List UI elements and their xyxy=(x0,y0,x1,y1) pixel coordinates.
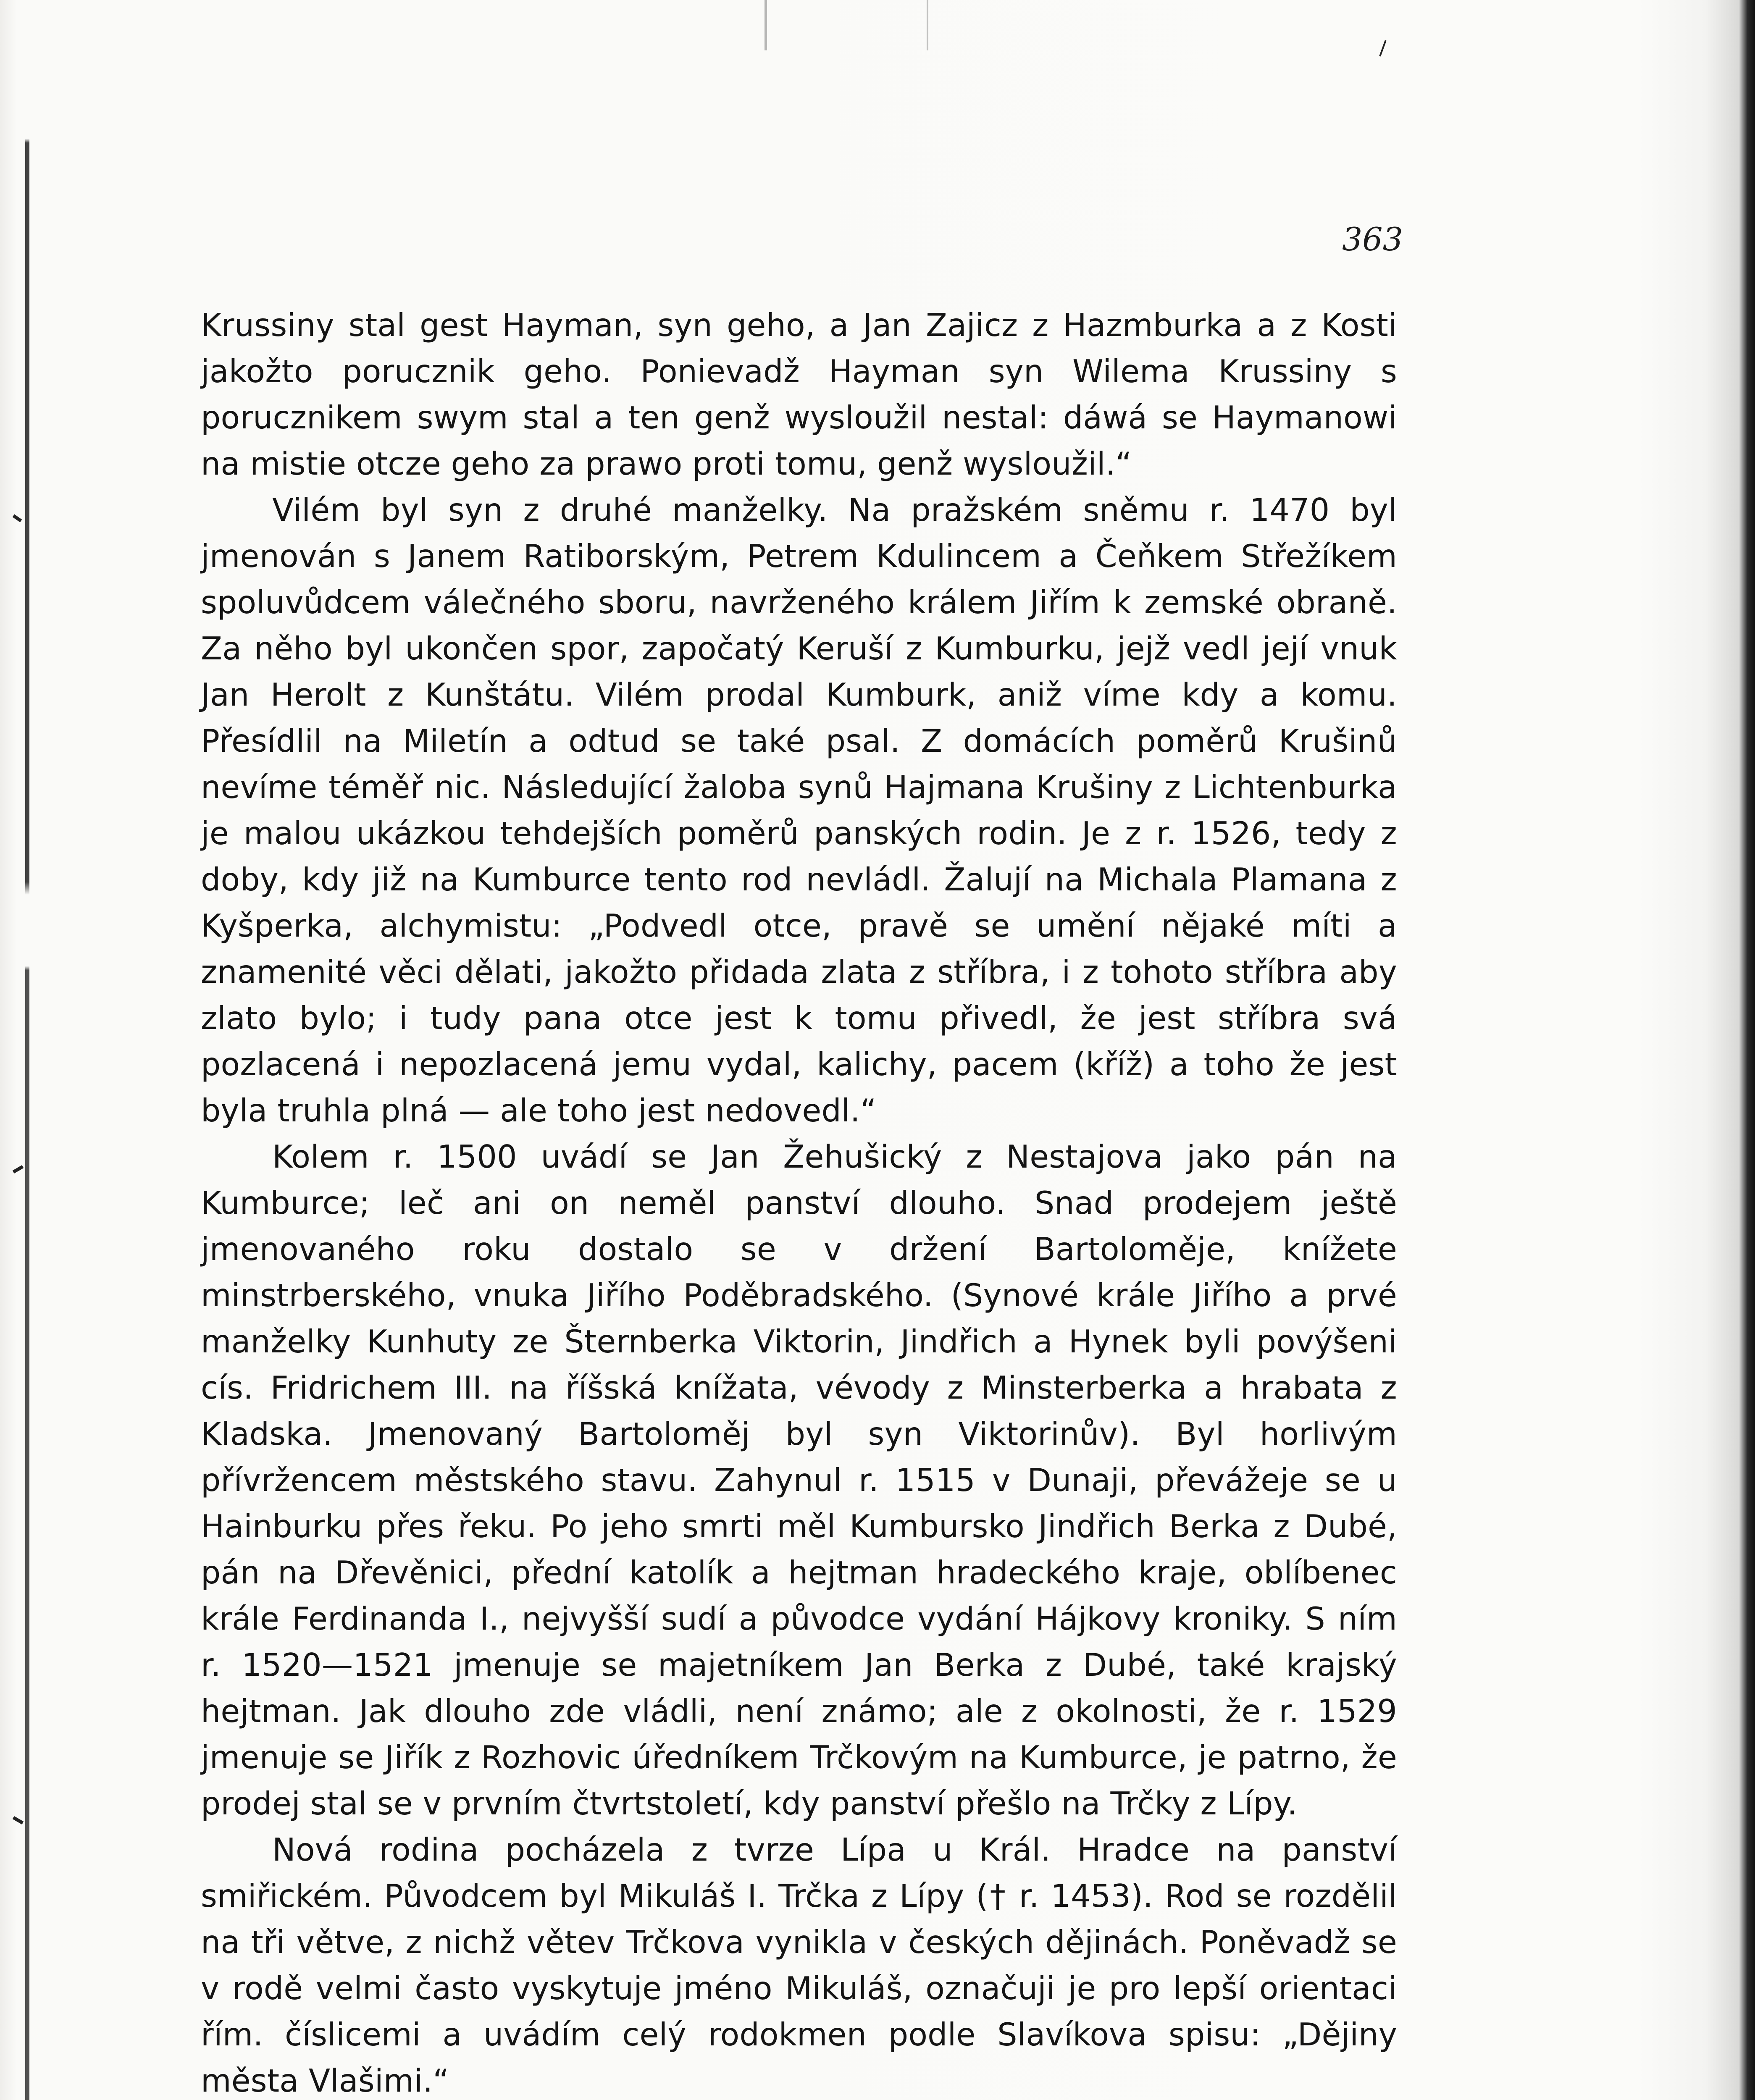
scan-artifact xyxy=(765,0,928,50)
body-text xyxy=(201,302,1397,2100)
page-number: 363 xyxy=(1342,220,1403,258)
paragraph: Krussiny stal gest Hayman, syn geho, a Jan Zajicz z Hazmburka a z Kosti jakožto porucznik geho. Ponievadž Hayman syn Wilema Krussiny s porucznikem swym stal a ten genž wysloužil nestal: dáwá se Haymanowi na mistie otcze geho za prawo proti tomu, genž wysloužil.“ xyxy=(201,307,1397,482)
margin-mark xyxy=(13,1816,24,1824)
margin-mark xyxy=(13,1165,24,1173)
margin-mark xyxy=(13,514,22,522)
paragraph: Kolem r. 1500 uvádí se Jan Žehušický z Nestajova jako pán na Kumburce; leč ani on neměl panství dlouho. Snad prodejem ještě jmenovaného roku dostalo se v držení Bartoloměje, knížete minstrberského, vnuka Jiřího Poděbradského. (Synové krále Jiřího a prvé manželky Kunhuty ze Šternberka Viktorin, Jindřich a Hynek byli povýšeni cís. Fridrichem III. na říšská knížata, vévody z Minsterberka a hrabata z Kladska. Jmenovaný Bartoloměj byl syn Viktorinův). Byl horlivým přívržencem městského stavu. Zahynul r. 1515 v Dunaji, převážeje se u Hainburku přes řeku. Po jeho smrti měl Kumbursko Jindřich Berka z Dubé, pán na Dřevěnici, přední katolík a hejtman hradeckého kraje, oblíbenec krále Ferdinanda I., nejvyšší sudí a původce vydání Hájkovy kroniky. S ním r. 1520—1521 jmenuje se majetníkem Jan Berka z Dubé, také krajský hejtman. Jak dlouho zde vládli, není známo; ale z okolnosti, že r. 1529 jmenuje se Jiřík z Rozhovic úředníkem Trčkovým na Kumburce, je patrno, že prodej stal se v prvním čtvrtstoletí, kdy panství přešlo na Trčky z Lípy. xyxy=(201,1139,1397,1822)
paragraph: Vilém byl syn z druhé manželky. Na pražském sněmu r. 1470 byl jmenován s Janem Ratiborským, Petrem Kdulincem a Čeňkem Střežíkem spoluvůdcem válečného sboru, navrženého králem Jiřím k zemské obraně. Za něho byl ukončen spor, započatý Keruší z Kumburku, jejž vedl její vnuk Jan Herolt z Kunštátu. Vilém prodal Kumburk, aniž víme kdy a komu. Přesídlil na Miletín a odtud se také psal. Z domácích poměrů Krušinů nevíme téměř nic. Následující žaloba synů Hajmana Krušiny z Lichtenburka je malou ukázkou tehdejších poměrů panských rodin. Je z r. 1526, tedy z doby, kdy již na Kumburce tento rod nevládl. Žalují na Michala Plamana z Kyšperka, alchymistu: „Podvedl otce, pravě se umění nějaké míti a znamenité věci dělati, jakožto přidada zlata z stříbra, i z tohoto stříbra aby zlato bylo; i tudy pana otce jest k tomu přivedl, že jest stříbra svá pozlacená i nepozlacená jemu vydal, kalichy, pacem (kříž) a toho že jest byla truhla plná — ale toho jest nedovedl.“ xyxy=(201,492,1397,1129)
binding-edge xyxy=(25,0,29,2100)
margin-mark xyxy=(1379,40,1386,57)
paragraph: Nová rodina pocházela z tvrze Lípa u Král. Hradce na panství smiřickém. Původcem byl Mikuláš I. Trčka z Lípy († r. 1453). Rod se rozdělil na tři větve, z nichž větev Trčkova vynikla v českých dějinách. Poněvadž se v rodě velmi často vyskytuje jméno Mikuláš, označuji je pro lepší orientaci řím. číslicemi a uvádím celý rodokmen podle Slavíkova spisu: „Dějiny města Vlašimi.“ xyxy=(201,1832,1397,2099)
